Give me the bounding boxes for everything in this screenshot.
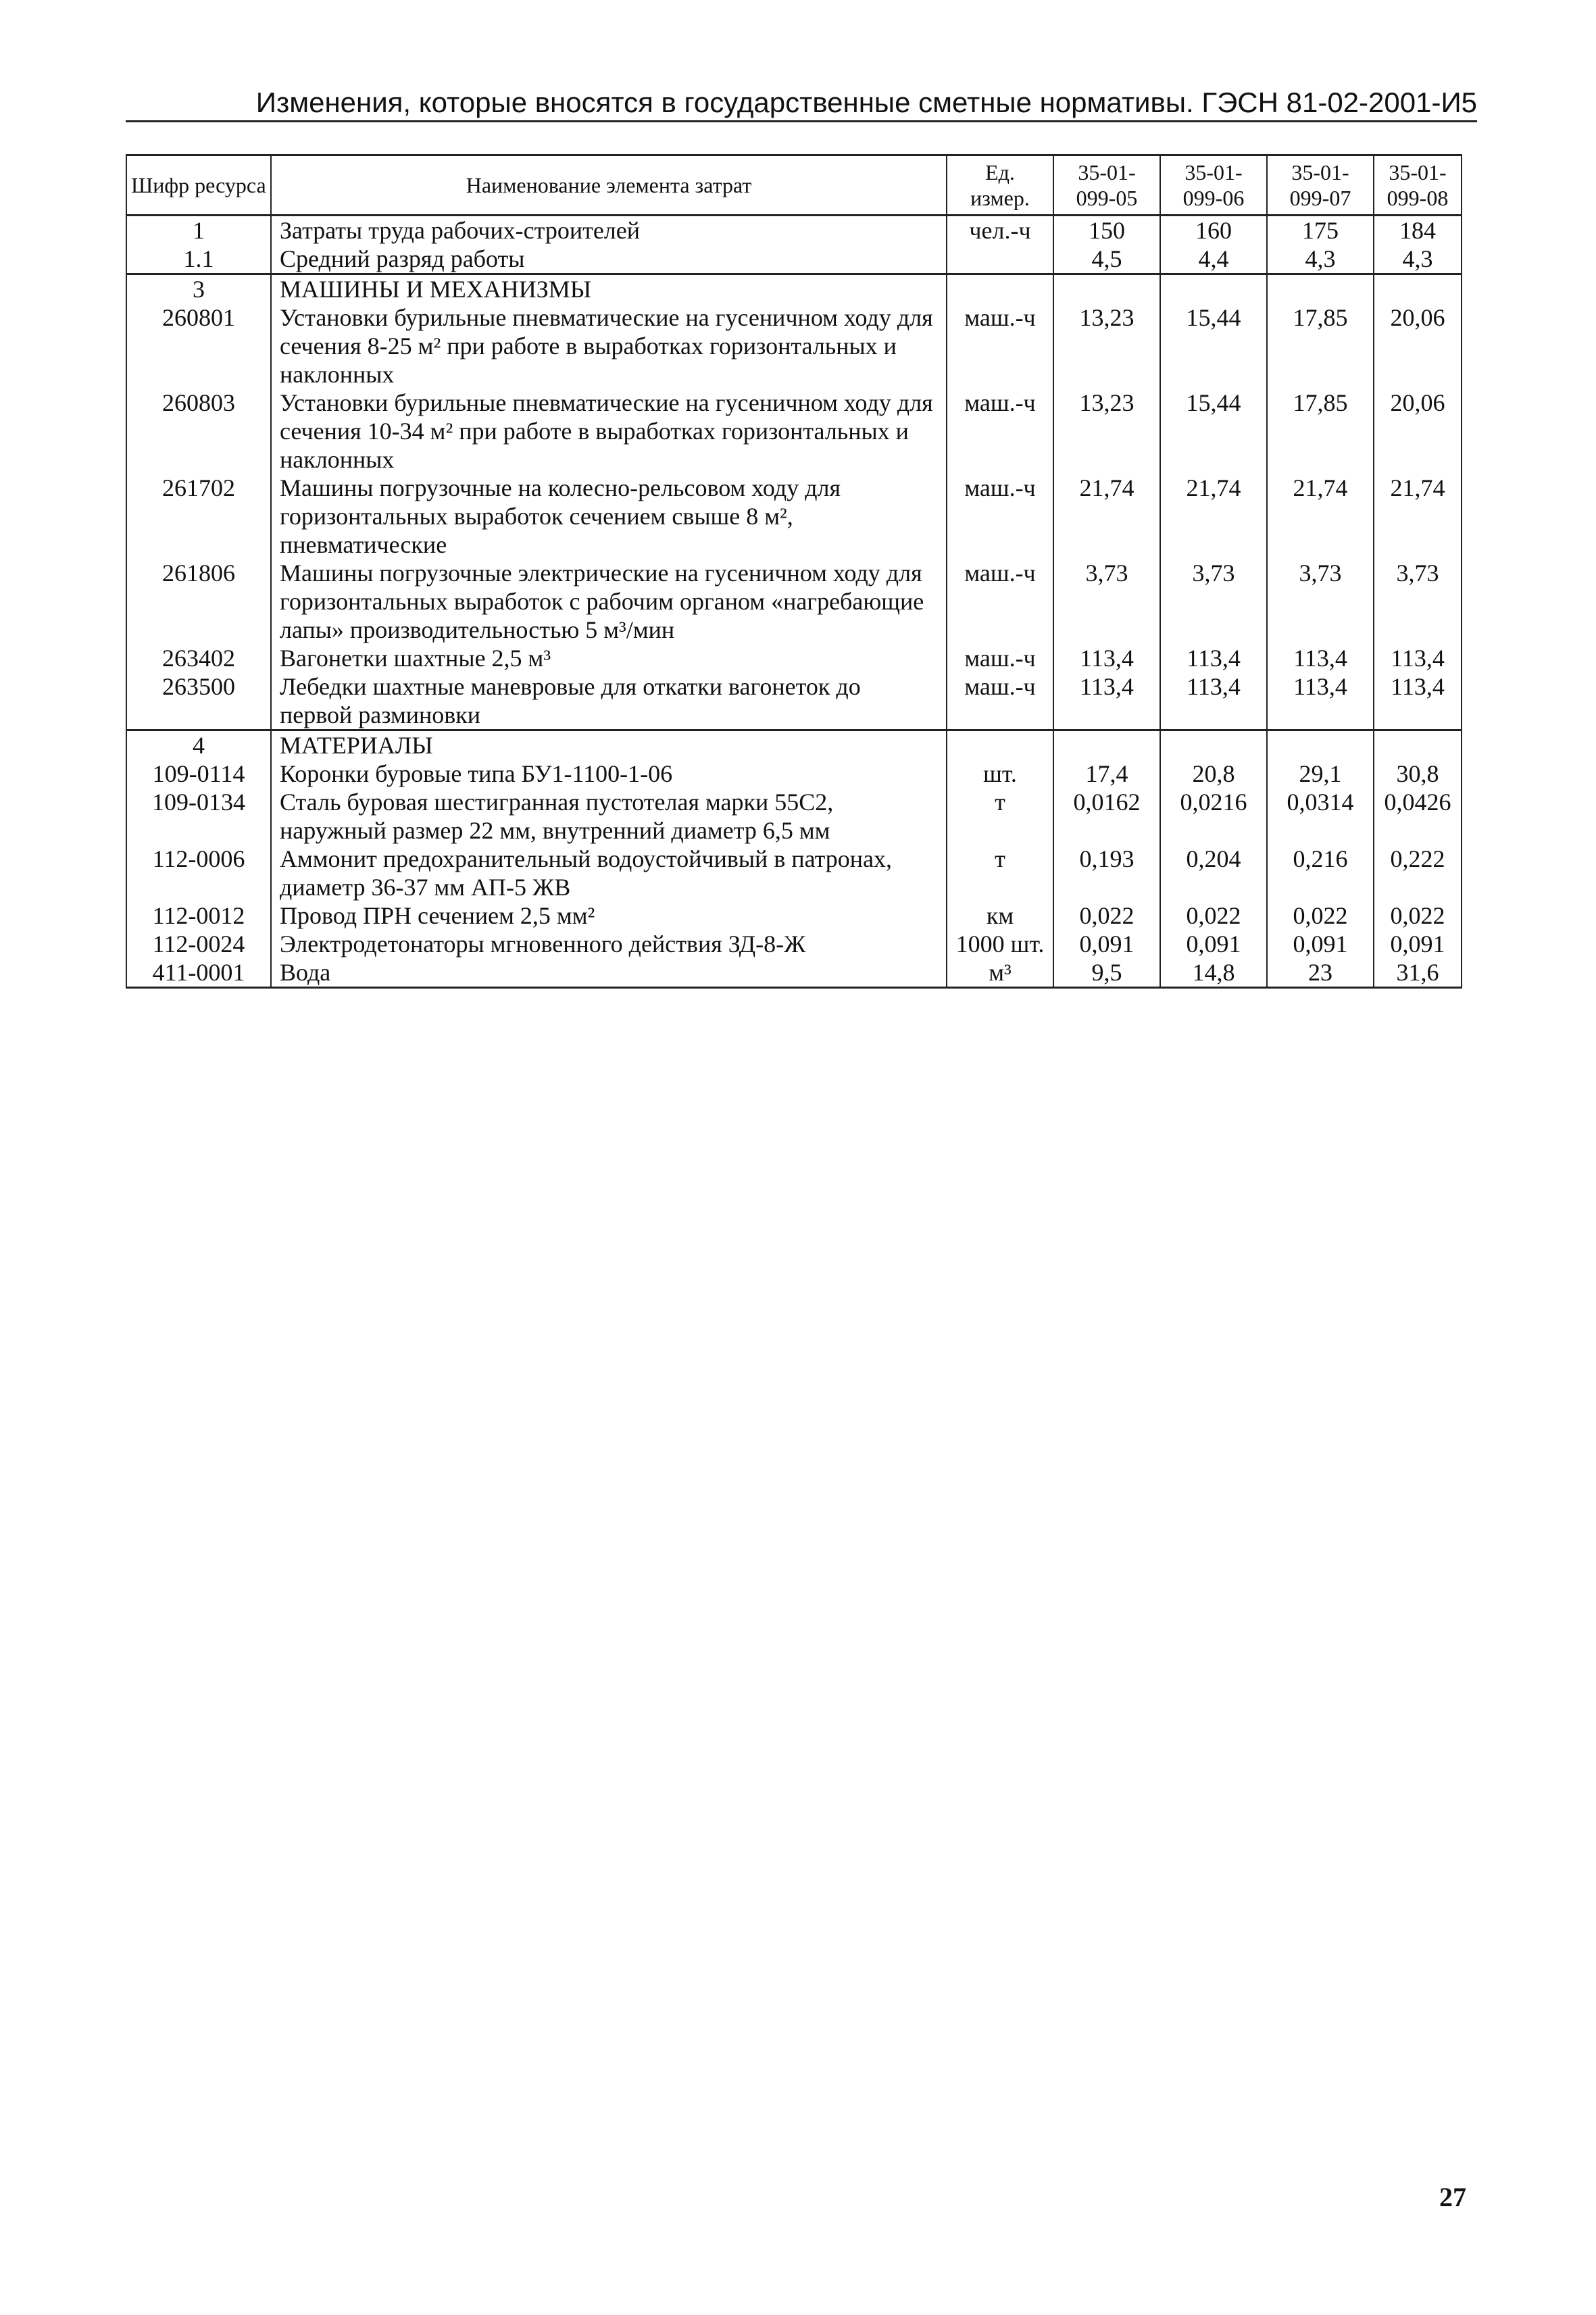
cell-value: 0,091 bbox=[1053, 930, 1160, 958]
cell-unit: маш.-ч bbox=[947, 389, 1053, 474]
table-row bbox=[126, 901, 1462, 930]
cell-value: 0,091 bbox=[1160, 930, 1267, 958]
header-divider bbox=[126, 120, 1477, 122]
cell-unit: маш.-ч bbox=[947, 644, 1053, 672]
cell-value: 31,6 bbox=[1374, 958, 1462, 988]
cell-code: 112-0012 bbox=[126, 901, 271, 930]
cell-value: 0,193 bbox=[1053, 845, 1160, 901]
section-title: МАШИНЫ И МЕХАНИЗМЫ bbox=[271, 274, 947, 304]
table-row bbox=[126, 474, 1462, 559]
table-row bbox=[126, 958, 1462, 988]
cell-name: Вода bbox=[271, 958, 947, 988]
cell-value: 20,06 bbox=[1374, 303, 1462, 389]
cell-value bbox=[1053, 274, 1160, 304]
cell-name: Машины погрузочные на колесно-рельсовом ходу для горизонтальных выработок сечением свыше 8 м², пневматические bbox=[271, 474, 947, 559]
cell-value: 15,44 bbox=[1160, 389, 1267, 474]
column-header-norm-1: 35-01-099-05 bbox=[1053, 155, 1160, 216]
cell-unit: чел.-ч bbox=[947, 216, 1053, 245]
cell-unit: км bbox=[947, 901, 1053, 930]
table-row bbox=[126, 303, 1462, 389]
cell-value: 113,4 bbox=[1160, 644, 1267, 672]
cell-unit bbox=[947, 274, 1053, 304]
cell-value: 113,4 bbox=[1160, 672, 1267, 730]
cell-value: 113,4 bbox=[1374, 644, 1462, 672]
cell-name: Провод ПРН сечением 2,5 мм² bbox=[271, 901, 947, 930]
cell-value: 0,022 bbox=[1053, 901, 1160, 930]
table-row bbox=[126, 644, 1462, 672]
cell-name: Сталь буровая шестигранная пустотелая марки 55С2, наружный размер 22 мм, внутренний диаметр 6,5 мм bbox=[271, 788, 947, 845]
cell-code: 109-0134 bbox=[126, 788, 271, 845]
cell-unit: шт. bbox=[947, 760, 1053, 788]
cell-code: 3 bbox=[126, 274, 271, 304]
cell-value: 3,73 bbox=[1374, 559, 1462, 644]
cell-name: Лебедки шахтные маневровые для откатки вагонеток до первой разминовки bbox=[271, 672, 947, 730]
cell-code: 260801 bbox=[126, 303, 271, 389]
column-header-norm-2: 35-01-099-06 bbox=[1160, 155, 1267, 216]
cell-value bbox=[1374, 274, 1462, 304]
cell-value: 13,23 bbox=[1053, 303, 1160, 389]
cell-value: 4,4 bbox=[1160, 245, 1267, 274]
cell-code: 260803 bbox=[126, 389, 271, 474]
cell-value: 175 bbox=[1267, 216, 1374, 245]
cell-name: Установки бурильные пневматические на гусеничном ходу для сечения 10-34 м² при работе в выработках горизонтальных и наклонных bbox=[271, 389, 947, 474]
cell-value: 9,5 bbox=[1053, 958, 1160, 988]
cell-value: 0,022 bbox=[1267, 901, 1374, 930]
cell-value: 0,022 bbox=[1374, 901, 1462, 930]
cell-value: 0,022 bbox=[1160, 901, 1267, 930]
cell-value: 3,73 bbox=[1160, 559, 1267, 644]
cell-value: 0,0162 bbox=[1053, 788, 1160, 845]
cell-code: 411-0001 bbox=[126, 958, 271, 988]
cell-unit: маш.-ч bbox=[947, 672, 1053, 730]
cell-value bbox=[1053, 730, 1160, 760]
cell-name: Машины погрузочные электрические на гусеничном ходу для горизонтальных выработок с рабочим органом «нагребающие лапы» производительностью 5 м³/мин bbox=[271, 559, 947, 644]
cell-value bbox=[1160, 730, 1267, 760]
cell-value: 17,4 bbox=[1053, 760, 1160, 788]
cell-code: 112-0006 bbox=[126, 845, 271, 901]
resource-table bbox=[126, 154, 1462, 989]
column-header-norm-3: 35-01-099-07 bbox=[1267, 155, 1374, 216]
cell-unit: 1000 шт. bbox=[947, 930, 1053, 958]
cell-value: 184 bbox=[1374, 216, 1462, 245]
cell-value: 20,06 bbox=[1374, 389, 1462, 474]
cell-value: 160 bbox=[1160, 216, 1267, 245]
cell-code: 109-0114 bbox=[126, 760, 271, 788]
cell-code: 1.1 bbox=[126, 245, 271, 274]
cell-value: 21,74 bbox=[1267, 474, 1374, 559]
cell-code: 263402 bbox=[126, 644, 271, 672]
table-row bbox=[126, 845, 1462, 901]
cell-name: Средний разряд работы bbox=[271, 245, 947, 274]
cell-value: 0,091 bbox=[1267, 930, 1374, 958]
section-row bbox=[126, 274, 1462, 304]
page-number: 27 bbox=[1439, 2182, 1466, 2212]
column-header-unit: Ед. измер. bbox=[947, 155, 1053, 216]
cell-value: 3,73 bbox=[1267, 559, 1374, 644]
cell-value: 4,5 bbox=[1053, 245, 1160, 274]
cell-unit bbox=[947, 245, 1053, 274]
cell-name: Коронки буровые типа БУ1-1100-1-06 bbox=[271, 760, 947, 788]
cell-name: Вагонетки шахтные 2,5 м³ bbox=[271, 644, 947, 672]
cell-value bbox=[1160, 274, 1267, 304]
cell-value: 113,4 bbox=[1267, 672, 1374, 730]
column-header-norm-4: 35-01-099-08 bbox=[1374, 155, 1462, 216]
column-header-code: Шифр ресурса bbox=[126, 155, 271, 216]
cell-value: 0,0426 bbox=[1374, 788, 1462, 845]
cell-value: 113,4 bbox=[1267, 644, 1374, 672]
column-header-name: Наименование элемента затрат bbox=[271, 155, 947, 216]
cell-value: 21,74 bbox=[1374, 474, 1462, 559]
cell-value: 4,3 bbox=[1267, 245, 1374, 274]
cell-value: 0,0216 bbox=[1160, 788, 1267, 845]
table-row bbox=[126, 216, 1462, 245]
table-row bbox=[126, 389, 1462, 474]
cell-value: 0,091 bbox=[1374, 930, 1462, 958]
cell-code: 112-0024 bbox=[126, 930, 271, 958]
table-row bbox=[126, 672, 1462, 730]
cell-value: 0,222 bbox=[1374, 845, 1462, 901]
cell-value: 15,44 bbox=[1160, 303, 1267, 389]
table-row bbox=[126, 559, 1462, 644]
cell-unit: м³ bbox=[947, 958, 1053, 988]
cell-name: Аммонит предохранительный водоустойчивый в патронах, диаметр 36-37 мм АП-5 ЖВ bbox=[271, 845, 947, 901]
cell-value: 113,4 bbox=[1374, 672, 1462, 730]
section-row bbox=[126, 730, 1462, 760]
page-header: Изменения, которые вносятся в государственные сметные нормативы. ГЭСН 81-02-2001-И5 bbox=[255, 86, 1477, 118]
cell-code: 261702 bbox=[126, 474, 271, 559]
cell-value: 14,8 bbox=[1160, 958, 1267, 988]
cell-code: 263500 bbox=[126, 672, 271, 730]
table-row bbox=[126, 788, 1462, 845]
cell-value: 13,23 bbox=[1053, 389, 1160, 474]
cell-value: 17,85 bbox=[1267, 303, 1374, 389]
cell-unit: т bbox=[947, 845, 1053, 901]
cell-value: 113,4 bbox=[1053, 644, 1160, 672]
table-row bbox=[126, 930, 1462, 958]
cell-value: 17,85 bbox=[1267, 389, 1374, 474]
table-header-row bbox=[126, 155, 1462, 216]
cell-value: 21,74 bbox=[1160, 474, 1267, 559]
cell-unit: маш.-ч bbox=[947, 303, 1053, 389]
cell-unit bbox=[947, 730, 1053, 760]
cell-unit: маш.-ч bbox=[947, 474, 1053, 559]
cell-name: Установки бурильные пневматические на гусеничном ходу для сечения 8-25 м² при работе в выработках горизонтальных и наклонных bbox=[271, 303, 947, 389]
cell-value: 30,8 bbox=[1374, 760, 1462, 788]
table-row bbox=[126, 760, 1462, 788]
cell-value: 150 bbox=[1053, 216, 1160, 245]
cell-value: 113,4 bbox=[1053, 672, 1160, 730]
cell-value bbox=[1267, 274, 1374, 304]
cell-unit: маш.-ч bbox=[947, 559, 1053, 644]
cell-name: Затраты труда рабочих-строителей bbox=[271, 216, 947, 245]
cell-code: 1 bbox=[126, 216, 271, 245]
cell-value bbox=[1374, 730, 1462, 760]
cell-unit: т bbox=[947, 788, 1053, 845]
cell-value: 0,0314 bbox=[1267, 788, 1374, 845]
cell-value: 3,73 bbox=[1053, 559, 1160, 644]
cell-code: 261806 bbox=[126, 559, 271, 644]
cell-value: 4,3 bbox=[1374, 245, 1462, 274]
table-row bbox=[126, 245, 1462, 274]
cell-value: 29,1 bbox=[1267, 760, 1374, 788]
cell-value: 20,8 bbox=[1160, 760, 1267, 788]
cell-value bbox=[1267, 730, 1374, 760]
section-title: МАТЕРИАЛЫ bbox=[271, 730, 947, 760]
cell-value: 23 bbox=[1267, 958, 1374, 988]
cell-code: 4 bbox=[126, 730, 271, 760]
cell-value: 21,74 bbox=[1053, 474, 1160, 559]
cell-value: 0,216 bbox=[1267, 845, 1374, 901]
cell-value: 0,204 bbox=[1160, 845, 1267, 901]
cell-name: Электродетонаторы мгновенного действия ЗД-8-Ж bbox=[271, 930, 947, 958]
